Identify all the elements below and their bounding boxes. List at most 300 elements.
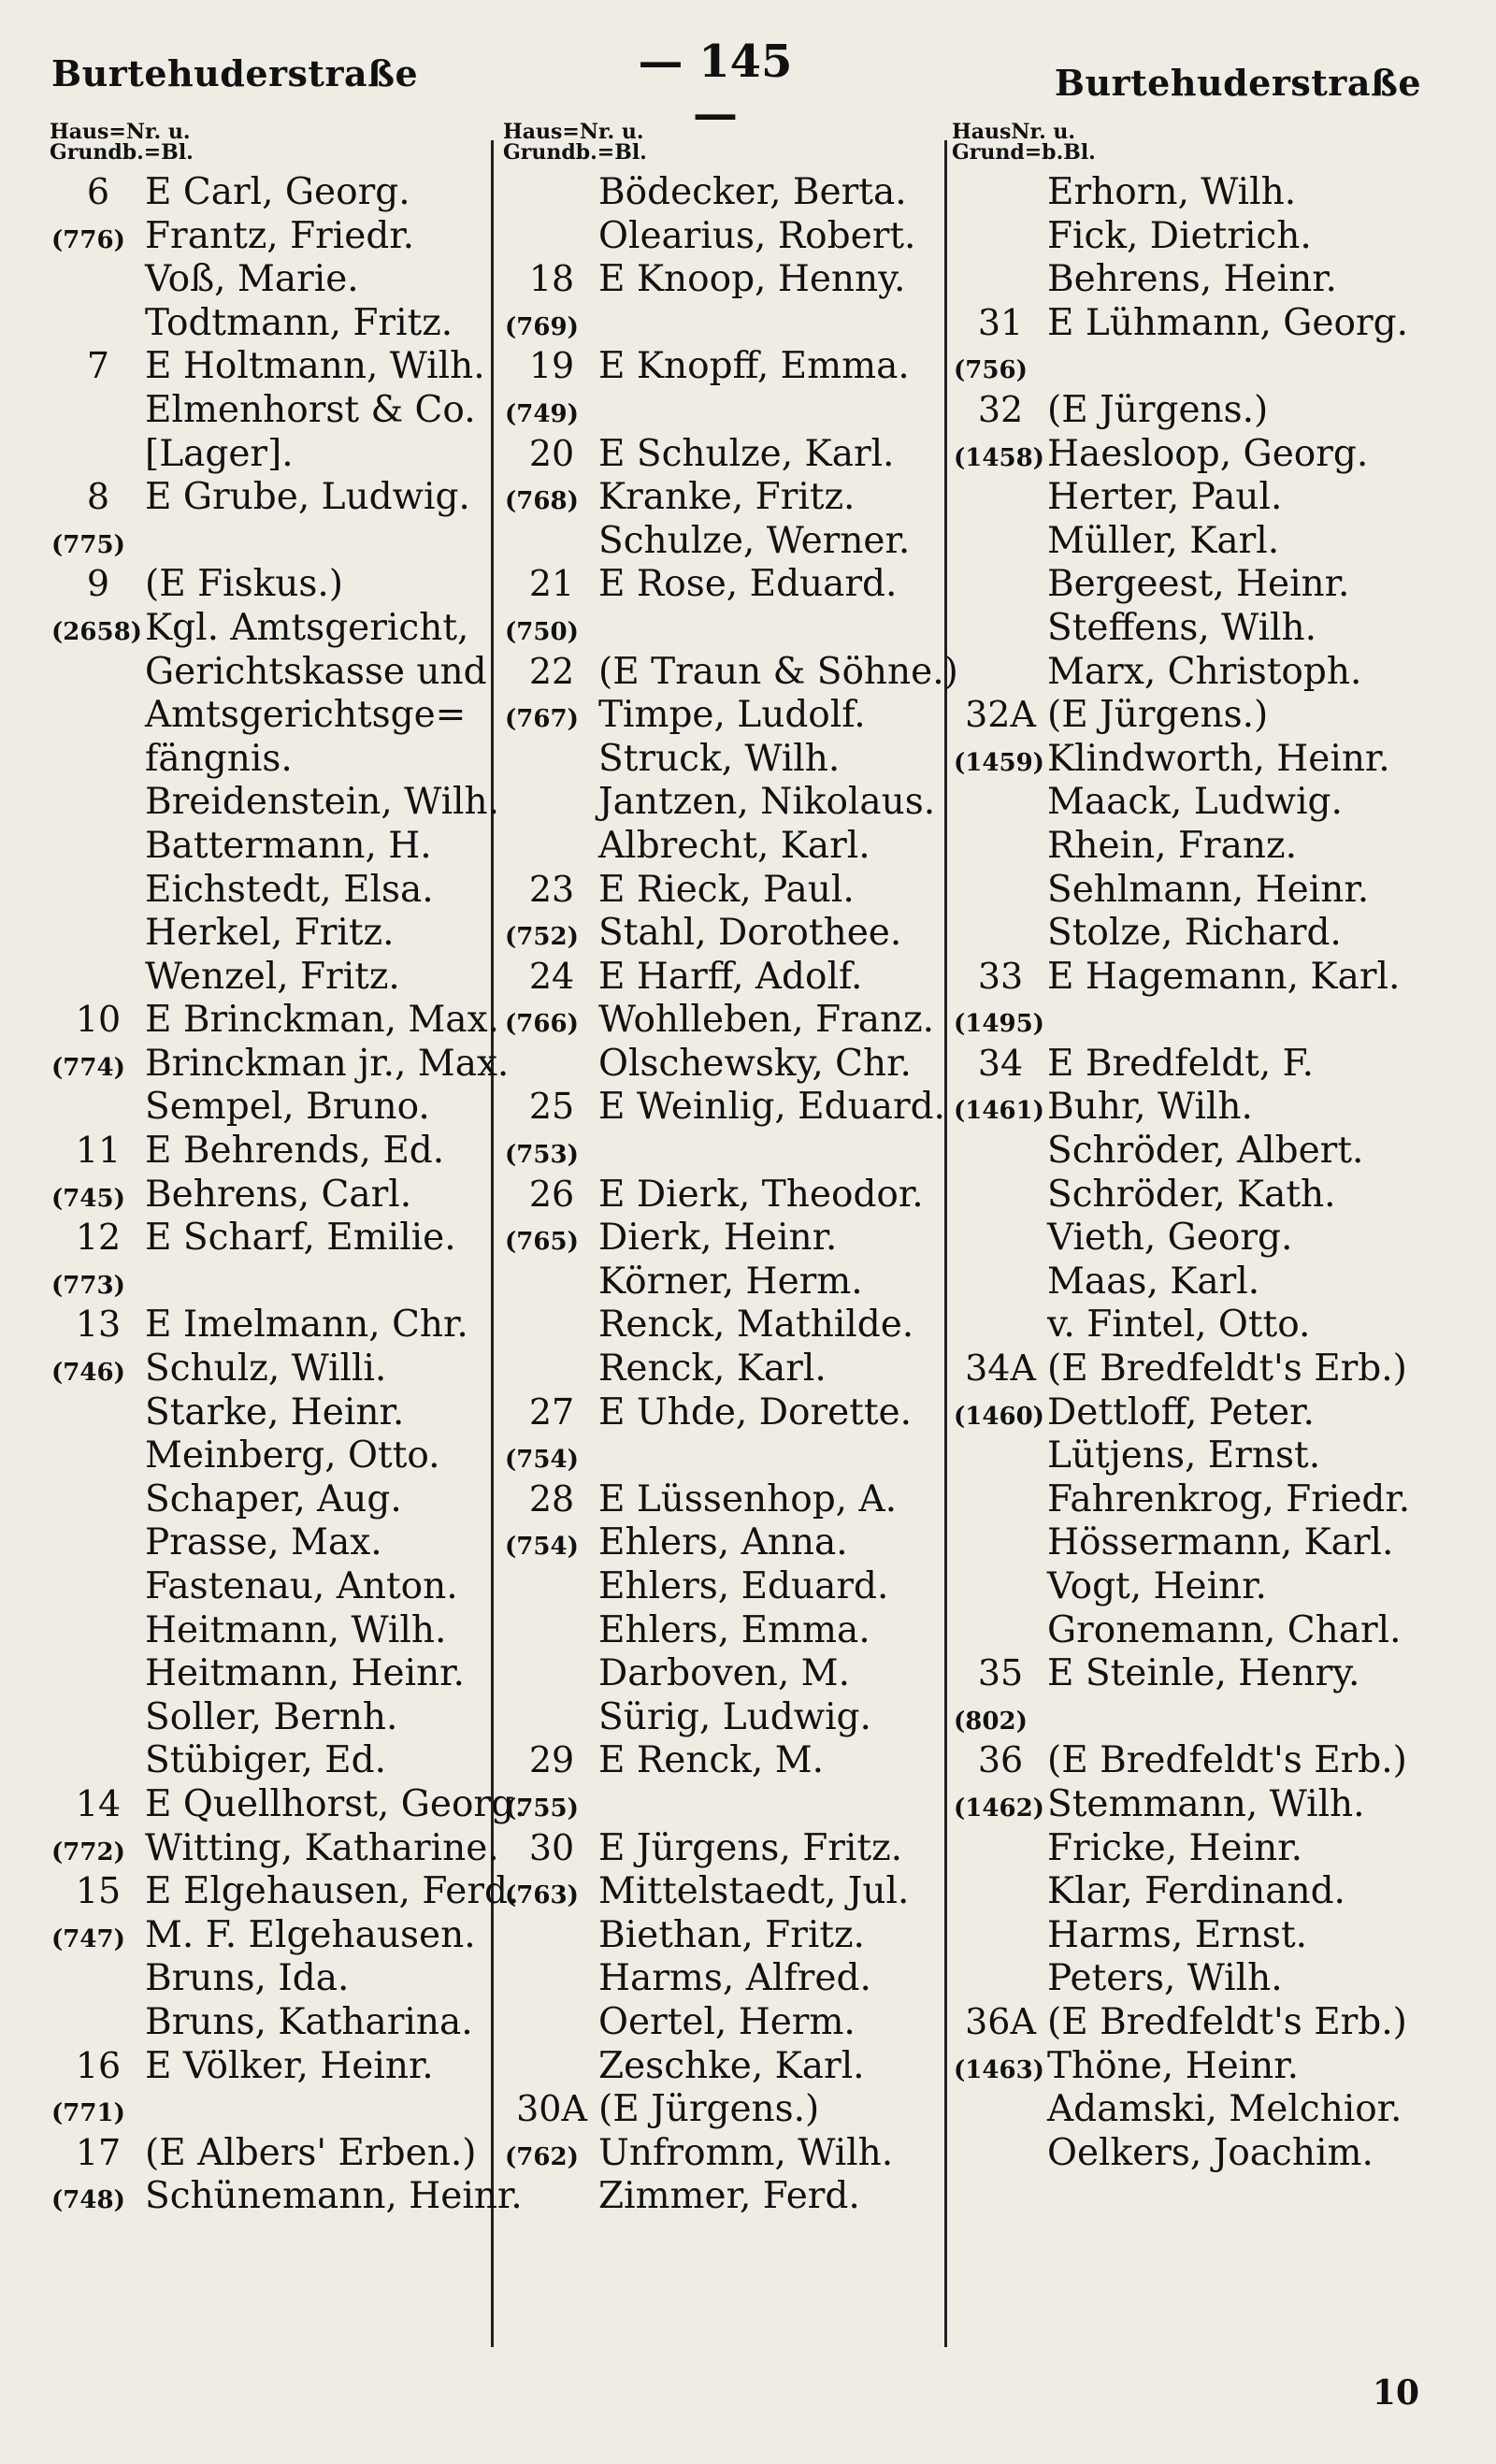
resident-name: Bergeest, Heinr. xyxy=(1047,563,1350,606)
entry-line xyxy=(505,519,944,563)
entry-line xyxy=(505,475,944,519)
resident-name: Behrens, Carl. xyxy=(145,1173,412,1216)
entry-line xyxy=(51,1391,491,1434)
resident-name: E Harff, Adolf. xyxy=(598,955,863,998)
entry-line xyxy=(954,432,1421,476)
land-register-number: (754) xyxy=(505,1446,579,1475)
resident-name: Harms, Ernst. xyxy=(1047,1913,1308,1956)
resident-name: Mittelstaedt, Jul. xyxy=(598,1870,910,1913)
entry-line xyxy=(954,388,1421,432)
resident-name: (E Bredfeldt's Erb.) xyxy=(1047,1739,1407,1782)
entry-line xyxy=(505,911,944,955)
resident-name: Witting, Katharine. xyxy=(145,1826,499,1869)
resident-name: E Rieck, Paul. xyxy=(598,868,855,911)
land-register-number: (746) xyxy=(51,1359,125,1388)
land-register-number: (755) xyxy=(505,1794,579,1823)
resident-name: Maas, Karl. xyxy=(1047,1260,1260,1303)
resident-name: Oertel, Herm. xyxy=(598,2000,856,2043)
resident-name: Wohlleben, Franz. xyxy=(598,999,935,1042)
house-number: 15 xyxy=(75,1870,122,1912)
land-register-number: (763) xyxy=(505,1881,579,1910)
entry-line xyxy=(505,1782,944,1826)
entry-line xyxy=(505,1216,944,1260)
resident-name: fängnis. xyxy=(145,737,293,780)
entry-line xyxy=(954,1956,1421,2000)
resident-name: Ehlers, Eduard. xyxy=(598,1565,889,1607)
house-number: 23 xyxy=(528,868,575,910)
entry-line xyxy=(505,1520,944,1564)
resident-name: Albrecht, Karl. xyxy=(598,824,870,867)
resident-name: E Grube, Ludwig. xyxy=(145,476,470,519)
house-number: 12 xyxy=(75,1217,122,1259)
entry-line xyxy=(51,998,499,1042)
land-register-number: (765) xyxy=(505,1228,579,1257)
column-heading-line: Haus=Nr. u. xyxy=(503,120,644,144)
entry-line xyxy=(505,1391,944,1434)
house-number: 19 xyxy=(528,345,575,387)
land-register-number: (774) xyxy=(51,1053,125,1082)
column-heading-line: HausNr. u. xyxy=(952,120,1076,144)
resident-name: Erhorn, Wilh. xyxy=(1047,171,1297,213)
land-register-number: (1495) xyxy=(954,1010,1044,1039)
entry-line xyxy=(954,737,1421,781)
house-number: 32 xyxy=(977,388,1024,430)
entry-line xyxy=(954,1391,1421,1434)
column-divider xyxy=(491,140,494,2347)
entry-line xyxy=(505,693,944,737)
column-heading-line: Grundb.=Bl. xyxy=(50,140,194,165)
resident-name: (E Jürgens.) xyxy=(598,2088,820,2131)
entry-line xyxy=(51,170,491,214)
resident-name: E Elgehausen, Ferd. xyxy=(145,1870,520,1913)
resident-name: Schünemann, Heinr. xyxy=(145,2175,523,2218)
entry-line xyxy=(505,301,944,345)
entry-line xyxy=(505,2174,944,2218)
land-register-number: (2658) xyxy=(51,617,142,646)
entry-line xyxy=(954,955,1421,999)
house-number: 16 xyxy=(75,2044,122,2086)
entry-line xyxy=(51,1564,491,1608)
resident-name: E Uhde, Dorette. xyxy=(598,1391,912,1434)
entry-line xyxy=(51,2000,491,2044)
entry-line xyxy=(954,1651,1421,1695)
entry-line xyxy=(505,780,944,824)
entry-line xyxy=(954,1260,1421,1304)
entry-line xyxy=(51,1085,491,1129)
house-number: 28 xyxy=(528,1477,575,1520)
resident-name: Fastenau, Anton. xyxy=(145,1565,458,1607)
resident-name: Körner, Herm. xyxy=(598,1260,863,1303)
entry-line xyxy=(954,1738,1421,1782)
resident-name: (E Albers' Erben.) xyxy=(145,2131,477,2174)
resident-name: E Holtmann, Wilh. xyxy=(145,345,485,388)
resident-name: Eichstedt, Elsa. xyxy=(145,868,434,911)
entry-line xyxy=(505,170,944,214)
entry-line xyxy=(505,998,944,1042)
resident-name: Sürig, Ludwig. xyxy=(598,1695,871,1738)
land-register-number: (749) xyxy=(505,399,579,428)
resident-name: E Steinle, Henry. xyxy=(1047,1652,1360,1695)
land-register-number: (776) xyxy=(51,225,125,254)
resident-name: Zeschke, Karl. xyxy=(598,2044,865,2087)
entry-line xyxy=(51,1695,491,1739)
entry-line xyxy=(954,1913,1421,1957)
entry-line xyxy=(51,1826,499,1870)
resident-name: E Imelmann, Chr. xyxy=(145,1304,468,1347)
entry-line xyxy=(505,1738,944,1782)
resident-name: Lütjens, Ernst. xyxy=(1047,1434,1321,1477)
entry-line xyxy=(505,344,944,388)
resident-name: Buhr, Wilh. xyxy=(1047,1086,1253,1129)
entry-line xyxy=(954,1782,1421,1826)
entry-line xyxy=(51,519,491,563)
entry-line xyxy=(505,1434,944,1477)
entry-line xyxy=(51,301,491,345)
entry-line xyxy=(51,911,491,955)
house-number: 14 xyxy=(75,1782,122,1824)
resident-name: E Behrends, Ed. xyxy=(145,1130,445,1173)
entry-line xyxy=(51,1520,491,1564)
resident-name: Fahrenkrog, Friedr. xyxy=(1047,1477,1411,1520)
resident-name: (E Fiskus.) xyxy=(145,563,344,606)
house-number: 34A xyxy=(965,1347,1036,1390)
resident-name: E Lüssenhop, A. xyxy=(598,1477,898,1520)
entry-line xyxy=(51,562,491,606)
resident-name: Vogt, Heinr. xyxy=(1047,1565,1267,1607)
house-number: 30 xyxy=(528,1826,575,1868)
entry-line xyxy=(954,170,1421,214)
resident-name: Maack, Ludwig. xyxy=(1047,781,1343,824)
land-register-number: (756) xyxy=(954,356,1028,385)
column-heading-line: Grundb.=Bl. xyxy=(503,140,647,165)
entry-line xyxy=(954,1347,1421,1391)
land-register-number: (754) xyxy=(505,1533,579,1562)
entry-line xyxy=(505,2131,944,2175)
resident-name: Ehlers, Anna. xyxy=(598,1521,848,1564)
entry-line xyxy=(51,214,491,258)
house-number: 10 xyxy=(75,999,122,1041)
resident-name: E Knoop, Henny. xyxy=(598,258,906,301)
entry-line xyxy=(505,1826,944,1870)
resident-name: Steffens, Wilh. xyxy=(1047,606,1317,649)
entry-line xyxy=(505,388,944,432)
signature-mark: 10 xyxy=(1372,2373,1419,2413)
entry-line xyxy=(954,1085,1421,1129)
entry-line xyxy=(51,1129,491,1173)
land-register-number: (752) xyxy=(505,923,579,952)
resident-name: Adamski, Melchior. xyxy=(1047,2088,1402,2131)
resident-name: E Renck, M. xyxy=(598,1739,825,1782)
land-register-number: (762) xyxy=(505,2142,579,2171)
resident-name: Sempel, Bruno. xyxy=(145,1086,430,1129)
entry-line xyxy=(505,2087,944,2131)
entry-line xyxy=(505,2000,944,2044)
resident-name: (E Traun & Söhne.) xyxy=(598,650,958,693)
entry-line xyxy=(954,1608,1421,1652)
entry-line xyxy=(51,2087,491,2131)
column-heading-line: Haus=Nr. u. xyxy=(50,120,191,144)
house-number: 25 xyxy=(528,1086,575,1128)
entry-line xyxy=(505,824,944,868)
resident-name: Olearius, Robert. xyxy=(598,214,916,257)
resident-name: E Knopff, Emma. xyxy=(598,345,910,388)
entry-line xyxy=(954,911,1421,955)
entry-line xyxy=(51,1608,491,1652)
resident-name: Müller, Karl. xyxy=(1047,519,1280,562)
house-number: 27 xyxy=(528,1391,575,1433)
entry-line xyxy=(51,1477,491,1521)
resident-name: Schaper, Aug. xyxy=(145,1477,402,1520)
entry-line xyxy=(51,1913,491,1957)
entry-line xyxy=(954,562,1421,606)
entry-line xyxy=(51,2131,491,2175)
column-heading xyxy=(952,122,1421,170)
land-register-number: (768) xyxy=(505,487,579,516)
resident-name: Klindworth, Heinr. xyxy=(1047,737,1390,780)
resident-name: Schulze, Werner. xyxy=(598,519,911,562)
land-register-number: (773) xyxy=(51,1271,125,1300)
resident-name: Meinberg, Otto. xyxy=(145,1434,440,1477)
entry-line xyxy=(505,432,944,476)
resident-name: Heitmann, Wilh. xyxy=(145,1608,447,1651)
entry-list xyxy=(51,170,526,2218)
resident-name: Bruns, Ida. xyxy=(145,1957,350,2000)
entry-line xyxy=(51,344,491,388)
entry-line xyxy=(505,1042,944,1086)
resident-name: Fricke, Heinr. xyxy=(1047,1826,1302,1869)
entry-line xyxy=(954,650,1421,694)
land-register-number: (1459) xyxy=(954,748,1044,777)
resident-name: E Lühmann, Georg. xyxy=(1047,301,1408,344)
entry-line xyxy=(51,2174,523,2218)
house-number: 9 xyxy=(86,563,110,605)
entry-line xyxy=(954,2044,1421,2088)
resident-name: Todtmann, Fritz. xyxy=(145,301,453,344)
entry-line xyxy=(505,1303,944,1347)
resident-name: Herter, Paul. xyxy=(1047,476,1283,519)
resident-name: Darboven, M. xyxy=(598,1652,850,1695)
entry-line xyxy=(51,1738,491,1782)
entry-line xyxy=(51,1260,491,1304)
entry-line xyxy=(954,1477,1421,1521)
entry-line xyxy=(505,1608,944,1652)
land-register-number: (753) xyxy=(505,1141,579,1170)
resident-name: Herkel, Fritz. xyxy=(145,912,395,955)
entry-line xyxy=(505,1477,944,1521)
resident-name: (E Bredfeldt's Erb.) xyxy=(1047,2000,1407,2043)
house-number: 21 xyxy=(528,563,575,605)
resident-name: Vieth, Georg. xyxy=(1047,1217,1293,1260)
column-heading xyxy=(50,122,491,170)
resident-name: Voß, Marie. xyxy=(145,258,359,301)
resident-name: Behrens, Heinr. xyxy=(1047,258,1337,301)
house-number: 35 xyxy=(977,1652,1024,1694)
land-register-number: (769) xyxy=(505,312,579,341)
entry-line xyxy=(51,1869,520,1913)
land-register-number: (802) xyxy=(954,1707,1028,1736)
entry-line xyxy=(954,2087,1421,2131)
land-register-number: (772) xyxy=(51,1837,125,1866)
column-1 xyxy=(50,120,526,2394)
land-register-number: (748) xyxy=(51,2186,125,2215)
entry-line xyxy=(51,1347,491,1391)
resident-name: Renck, Karl. xyxy=(598,1347,827,1391)
resident-name: Rhein, Franz. xyxy=(1047,824,1297,867)
land-register-number: (1460) xyxy=(954,1402,1044,1431)
resident-name: Oelkers, Joachim. xyxy=(1047,2131,1374,2174)
resident-name: Breidenstein, Wilh. xyxy=(145,781,500,824)
house-number: 36 xyxy=(977,1739,1024,1781)
entry-line xyxy=(51,1651,491,1695)
resident-name: Stemmann, Wilh. xyxy=(1047,1782,1365,1825)
land-register-number: (771) xyxy=(51,2099,125,2128)
entry-list xyxy=(954,170,1421,2174)
entry-line xyxy=(51,1434,491,1477)
entry-line xyxy=(51,868,491,912)
entry-line xyxy=(954,1434,1421,1477)
running-head-right: Burtehuderstraße xyxy=(1054,62,1421,104)
entry-line xyxy=(51,1042,510,1086)
resident-name: E Dierk, Theodor. xyxy=(598,1173,924,1216)
land-register-number: (767) xyxy=(505,705,579,734)
entry-line xyxy=(505,1564,944,1608)
resident-name: (E Bredfeldt's Erb.) xyxy=(1047,1347,1407,1391)
entry-line xyxy=(505,1085,944,1129)
house-number: 18 xyxy=(528,258,575,300)
entry-line xyxy=(51,780,500,824)
entry-line xyxy=(51,1303,491,1347)
resident-name: E Hagemann, Karl. xyxy=(1047,955,1401,998)
column-2 xyxy=(503,120,958,2394)
resident-name: E Schulze, Karl. xyxy=(598,432,895,475)
resident-name: [Lager]. xyxy=(145,432,294,475)
entry-line xyxy=(505,1913,944,1957)
running-head-left: Burtehuderstraße xyxy=(51,52,419,94)
house-number: 11 xyxy=(75,1130,122,1172)
resident-name: Sehlmann, Heinr. xyxy=(1047,868,1370,911)
resident-name: M. F. Elgehausen. xyxy=(145,1913,476,1956)
entry-line xyxy=(51,693,491,737)
resident-name: Ehlers, Emma. xyxy=(598,1608,870,1651)
resident-name: Harms, Alfred. xyxy=(598,1957,871,2000)
resident-name: Dettloff, Peter. xyxy=(1047,1391,1315,1434)
resident-name: Amtsgerichtsge= xyxy=(145,694,467,737)
resident-name: Battermann, H. xyxy=(145,824,432,867)
entry-line xyxy=(505,1129,944,1173)
resident-name: Hössermann, Karl. xyxy=(1047,1521,1394,1564)
land-register-number: (1458) xyxy=(954,443,1044,472)
entry-line xyxy=(51,2044,491,2088)
entry-line xyxy=(505,955,944,999)
entry-line xyxy=(954,214,1421,258)
resident-name: Jantzen, Nikolaus. xyxy=(598,781,936,824)
resident-name: Stahl, Dorothee. xyxy=(598,912,902,955)
entry-line xyxy=(51,432,491,476)
land-register-number: (745) xyxy=(51,1184,125,1213)
house-number: 32A xyxy=(965,694,1036,736)
house-number: 33 xyxy=(977,955,1024,997)
resident-name: Unfromm, Wilh. xyxy=(598,2131,894,2174)
land-register-number: (1463) xyxy=(954,2055,1044,2084)
entry-line xyxy=(505,606,944,650)
land-register-number: (1462) xyxy=(954,1794,1044,1823)
entry-line xyxy=(954,344,1421,388)
house-number: 22 xyxy=(528,650,575,692)
entry-line xyxy=(954,606,1421,650)
resident-name: Marx, Christoph. xyxy=(1047,650,1362,693)
house-number: 7 xyxy=(86,345,110,387)
resident-name: Haesloop, Georg. xyxy=(1047,432,1369,475)
entry-line xyxy=(505,868,944,912)
house-number: 31 xyxy=(977,301,1024,343)
entry-line xyxy=(505,1347,944,1391)
entry-line xyxy=(954,1564,1421,1608)
entry-line xyxy=(51,606,491,650)
entry-line xyxy=(51,257,491,301)
entry-line xyxy=(954,693,1421,737)
house-number: 26 xyxy=(528,1173,575,1215)
entry-line xyxy=(505,1695,944,1739)
entry-line xyxy=(51,1782,526,1826)
land-register-number: (766) xyxy=(505,1010,579,1039)
entry-line xyxy=(51,650,491,694)
entry-line xyxy=(51,1956,491,2000)
entry-line xyxy=(954,1216,1421,1260)
entry-line xyxy=(505,737,944,781)
resident-name: E Rose, Eduard. xyxy=(598,563,898,606)
resident-name: E Jürgens, Fritz. xyxy=(598,1826,903,1869)
resident-name: Biethan, Fritz. xyxy=(598,1913,865,1956)
column-divider xyxy=(944,140,947,2347)
entry-line xyxy=(505,1869,944,1913)
resident-name: Timpe, Ludolf. xyxy=(598,694,866,737)
resident-name: Kranke, Fritz. xyxy=(598,476,856,519)
entry-line xyxy=(954,824,1421,868)
resident-name: Fick, Dietrich. xyxy=(1047,214,1312,257)
resident-name: Stolze, Richard. xyxy=(1047,912,1342,955)
entry-line xyxy=(505,1173,944,1217)
entry-line xyxy=(954,1173,1421,1217)
land-register-number: (1461) xyxy=(954,1097,1044,1126)
entry-line xyxy=(954,868,1421,912)
resident-name: Kgl. Amtsgericht, xyxy=(145,606,469,649)
entry-line xyxy=(954,1129,1421,1173)
entry-line xyxy=(954,475,1421,519)
resident-name: Elmenhorst & Co. xyxy=(145,388,476,431)
resident-name: Prasse, Max. xyxy=(145,1521,382,1564)
entry-line xyxy=(954,301,1421,345)
resident-name: (E Jürgens.) xyxy=(1047,694,1269,737)
resident-name: Gerichtskasse und xyxy=(145,650,487,693)
land-register-number: (775) xyxy=(51,530,125,559)
resident-name: (E Jürgens.) xyxy=(1047,388,1269,431)
land-register-number: (750) xyxy=(505,617,579,646)
resident-name: Schulz, Willi. xyxy=(145,1347,387,1391)
resident-name: E Quellhorst, Georg. xyxy=(145,1782,526,1825)
house-number: 36A xyxy=(965,2000,1036,2042)
entry-list xyxy=(505,170,958,2218)
entry-line xyxy=(505,562,944,606)
house-number: 29 xyxy=(528,1739,575,1781)
house-number: 17 xyxy=(75,2131,122,2173)
resident-name: Bruns, Katharina. xyxy=(145,2000,473,2043)
house-number: 30A xyxy=(516,2088,587,2130)
entry-line xyxy=(954,519,1421,563)
resident-name: Schröder, Albert. xyxy=(1047,1130,1364,1173)
resident-name: E Carl, Georg. xyxy=(145,171,410,213)
house-number: 13 xyxy=(75,1304,122,1346)
resident-name: Heitmann, Heinr. xyxy=(145,1652,465,1695)
